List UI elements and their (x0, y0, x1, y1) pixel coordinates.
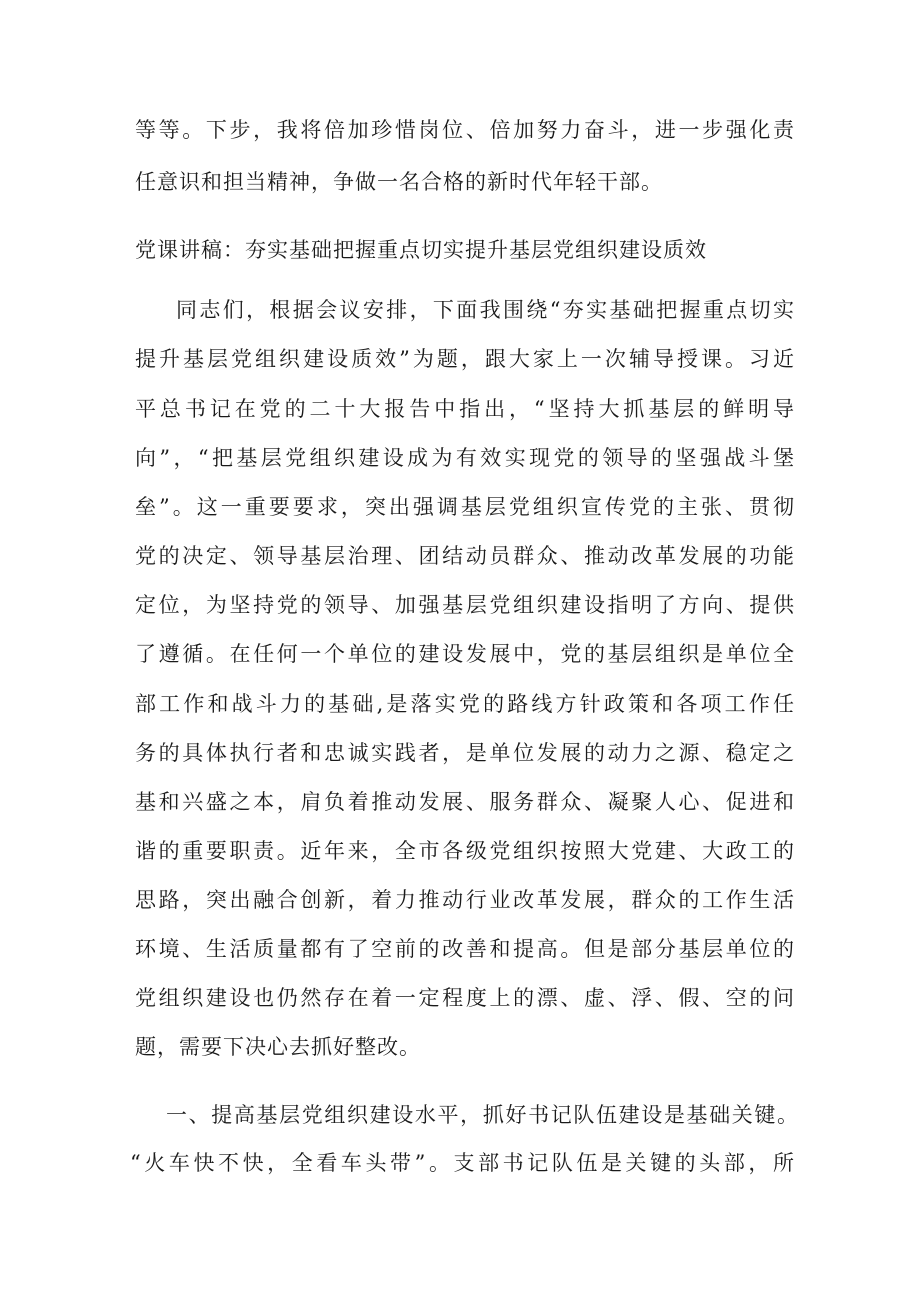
text-line: 党的决定、领导基层治理、团结动员群众、推动改革发展的功能 (135, 544, 795, 568)
text-line: 向”，“把基层党组织建设成为有效实现党的领导的坚强战斗堡 (135, 446, 795, 470)
section-heading: 一、提高基层党组织建设水平，抓好书记队伍建设是基础关键。 (166, 1103, 798, 1127)
text-line: 务的具体执行者和忠诚实践者，是单位发展的动力之源、稳定之 (135, 741, 795, 765)
text-line: 环境、生活质量都有了空前的改善和提高。但是部分基层单位的 (135, 937, 795, 961)
text-line: 党组织建设也仍然存在着一定程度上的漂、虚、浮、假、空的问 (135, 986, 795, 1010)
text-line: 定位，为坚持党的领导、加强基层党组织建设指明了方向、提供 (135, 593, 795, 617)
article-title: 党课讲稿：夯实基础把握重点切实提升基层党组织建设质效 (135, 238, 707, 262)
text-line: 谐的重要职责。近年来，全市各级党组织按照大党建、大政工的 (135, 839, 795, 863)
text-line: 提升基层党组织建设质效”为题，跟大家上一次辅导授课。习近 (135, 347, 795, 371)
text-line: 同志们，根据会议安排，下面我围绕“夯实基础把握重点切实 (176, 298, 795, 322)
text-line: 等等。下步，我将倍加珍惜岗位、倍加努力奋斗，进一步强化责 (135, 118, 795, 142)
text-line: 任意识和担当精神，争做一名合格的新时代年轻干部。 (135, 170, 663, 194)
text-line: “火车快不快，全看车头带”。支部书记队伍是关键的头部，所 (130, 1151, 795, 1175)
text-line: 部工作和战斗力的基础,是落实党的路线方针政策和各项工作任 (135, 692, 795, 716)
text-line: 思路，突出融合创新，着力推动行业改革发展，群众的工作生活 (135, 888, 795, 912)
text-line: 基和兴盛之本，肩负着推动发展、服务群众、凝聚人心、促进和 (135, 790, 795, 814)
text-line: 平总书记在党的二十大报告中指出，“坚持大抓基层的鲜明导 (135, 397, 795, 421)
text-line: 了遵循。在任何一个单位的建设发展中，党的基层组织是单位全 (135, 642, 795, 666)
text-line: 题，需要下决心去抓好整改。 (135, 1035, 421, 1059)
text-line: 垒”。这一重要要求，突出强调基层党组织宣传党的主张、贯彻 (135, 495, 795, 519)
